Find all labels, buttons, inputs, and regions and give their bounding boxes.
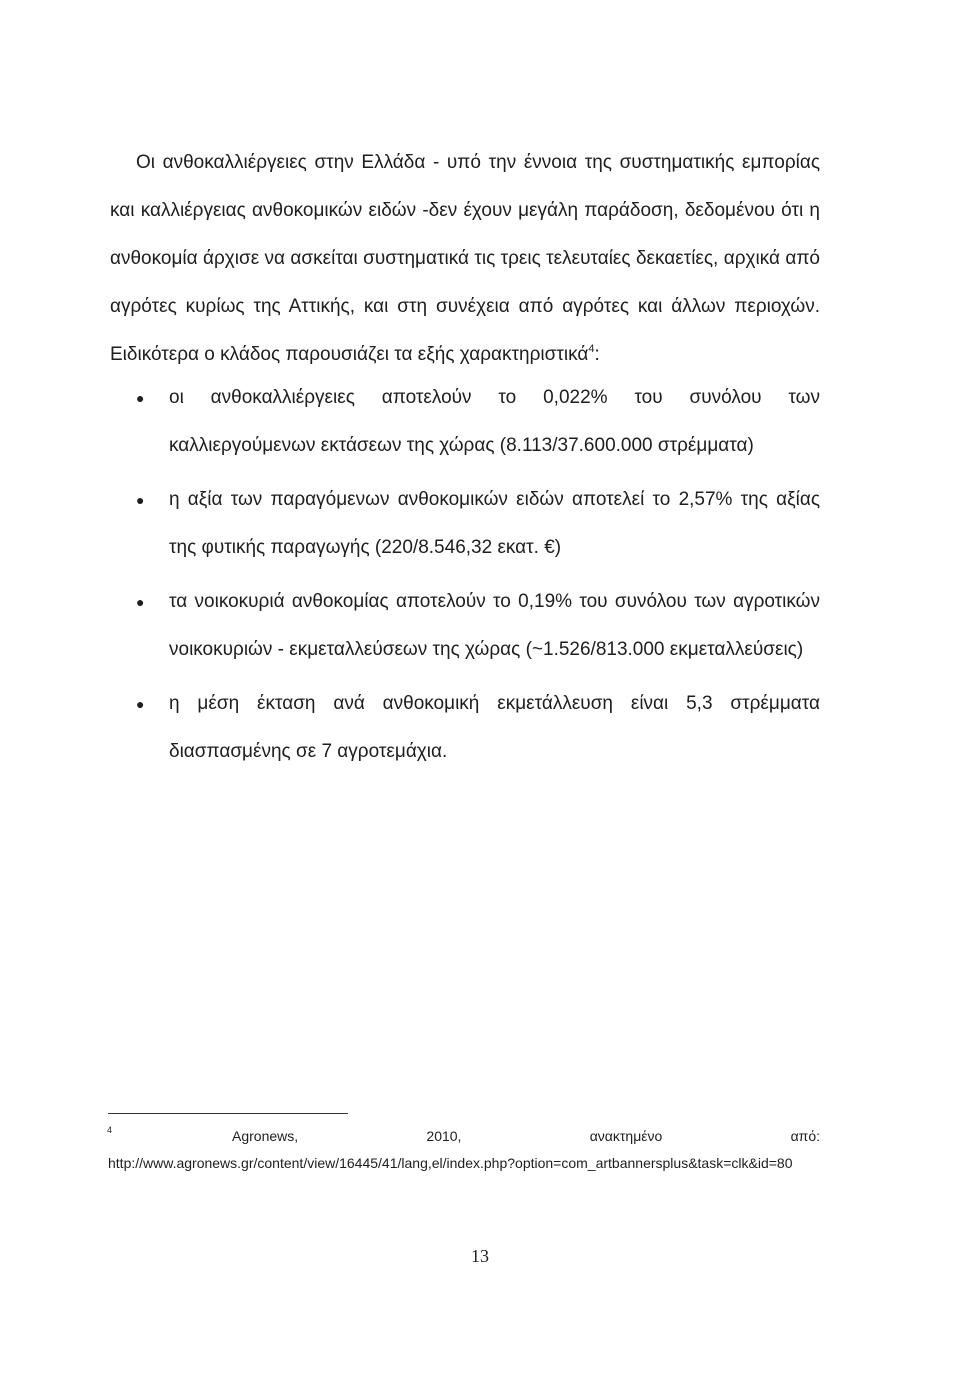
footnote-source: Agronews,: [232, 1128, 299, 1144]
body-paragraph: [110, 139, 820, 379]
footnote-marker: 4: [107, 1125, 113, 1135]
list-item: [110, 476, 820, 572]
page-number: 13: [471, 1246, 489, 1266]
list-item: [110, 680, 820, 776]
footnote-retrieved: ανακτημένο: [589, 1128, 663, 1144]
characteristics-list: [110, 374, 820, 782]
list-item-text: η μέση έκταση ανά ανθοκομική εκμετάλλευση είναι 5,3 στρέμματα διασπασμένης σε 7 αγροτεμάχια.: [169, 693, 820, 762]
list-item-text: η αξία των παραγόμενων ανθοκομικών ειδών αποτελεί το 2,57% της αξίας της φυτικής παραγωγής (220/8.546,32 εκατ. €): [169, 489, 820, 558]
footnote-url-link[interactable]: http://www.agronews.gr/content/view/16445/41/lang,el/index.php?option=com_artbannersplus&task=clk&id=80: [108, 1155, 793, 1171]
bullet-icon: ●: [136, 492, 145, 508]
list-item-text: τα νοικοκυριά ανθοκομίας αποτελούν το 0,19% του συνόλου των αγροτικών νοικοκυριών - εκμεταλλεύσεων της χώρας (~1.526/813.000 εκμεταλλεύσεις): [169, 591, 820, 660]
footnote-divider: [108, 1113, 348, 1114]
footnote-year: 2010,: [426, 1128, 462, 1144]
footnote: [108, 1123, 820, 1177]
list-item: [110, 578, 820, 674]
bullet-icon: ●: [136, 594, 145, 610]
bullet-icon: ●: [136, 390, 145, 406]
footnote-from: από:: [790, 1128, 820, 1144]
footnote-reference[interactable]: 4: [588, 343, 595, 355]
paragraph-colon: :: [594, 344, 600, 365]
bullet-icon: ●: [136, 696, 145, 712]
footnote-citation: [108, 1123, 820, 1150]
paragraph-text: Οι ανθοκαλλιέργειες στην Ελλάδα - υπό την έννοια της συστηματικής εμπορίας και καλλιέργειας ανθοκομικών ειδών -δεν έχουν μεγάλη παράδοση, δεδομένου ότι η ανθοκομία άρχισε να ασκείται συστηματικά τις τρεις τελευταίες δεκαετίες, αρχικά από αγρότες κυρίως της Αττικής, και στη συνέχεια από αγρότες και άλλων περιοχών. Ειδικότερα ο κλάδος παρουσιάζει τα εξής χαρακτηριστικά: [110, 152, 820, 365]
list-item: [110, 374, 820, 470]
list-item-text: οι ανθοκαλλιέργειες αποτελούν το 0,022% του συνόλου των καλλιεργούμενων εκτάσεων της χώρας (8.113/37.600.000 στρέμματα): [169, 387, 820, 456]
